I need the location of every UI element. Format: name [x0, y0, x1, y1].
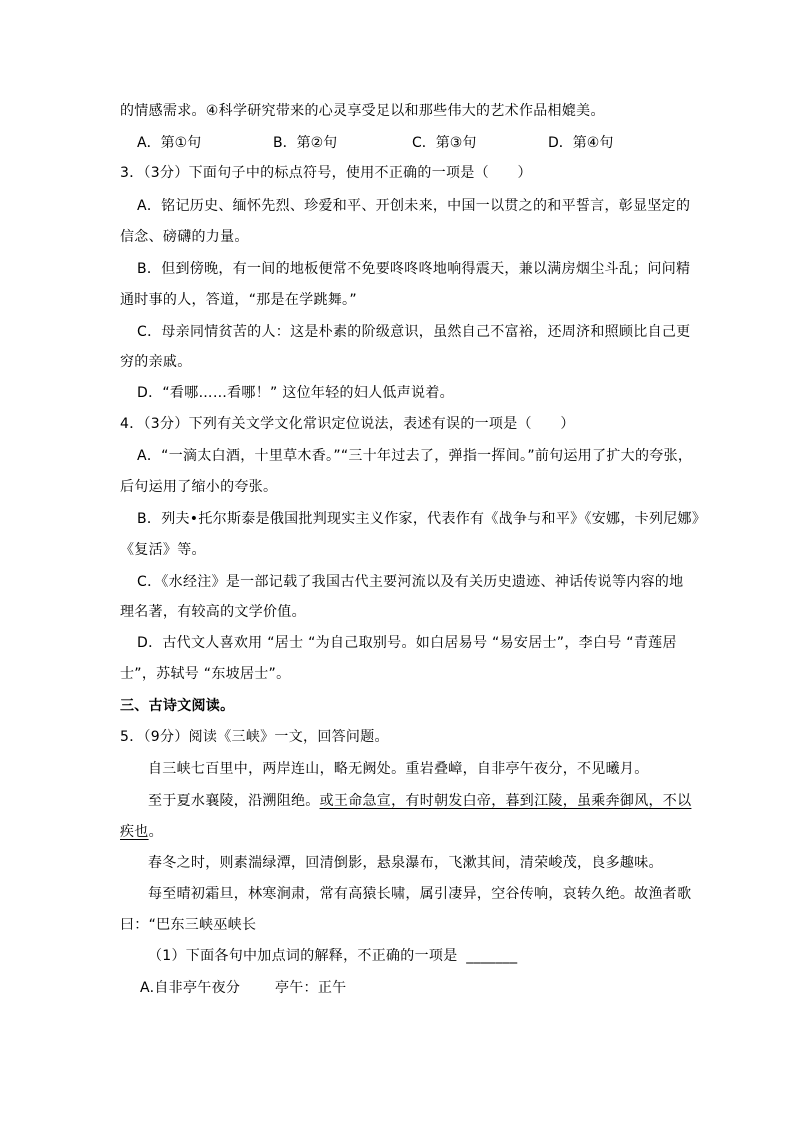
q3-option-b-line1: B．但到傍晚，有一间的地板便常不免要咚咚咚地响得震天，兼以满房烟尘斗乱；问问精: [137, 261, 691, 277]
q3-option-a-line1: A．铭记历史、缅怀先烈、珍爱和平、开创未来，中国一以贯之的和平誓言，彰显坚定的: [137, 198, 691, 214]
q3-stem: 3．（3分）下面句子中的标点符号，使用不正确的一项是（ ）: [120, 165, 532, 181]
passage-p2-period: 。: [148, 824, 163, 840]
sub-question-1-text: （1）下面各句中加点词的解释，不正确的一项是: [148, 948, 458, 964]
sub1-option-a: [140, 978, 346, 998]
q4-option-b-line1: B．列夫•托尔斯泰是俄国批判现实主义作家，代表作有《战争与和平》《安娜，卡列尼娜》: [137, 511, 707, 527]
passage-p2-underlined: 或王命急宣，有时朝发白帝，暮到江陵，虽乘奔御风，不以: [319, 793, 692, 809]
answer-blank[interactable]: _______: [466, 948, 518, 964]
q3-option-a-line2: 信念、磅礴的力量。: [120, 229, 249, 245]
section-3-title: 三、古诗文阅读。: [120, 698, 235, 714]
q4-option-b-line2: 《复活》等。: [120, 542, 206, 558]
sub1-option-a-gloss: 亭午：正午: [274, 980, 347, 996]
passage-p2-plain: 至于夏水襄陵，沿溯阻绝。: [148, 793, 320, 809]
q2-option-b: B．第②句: [273, 135, 338, 151]
q2-text-end: 的情感需求。④科学研究带来的心灵享受足以和那些伟大的艺术作品相媲美。: [120, 103, 605, 119]
q2-option-c: C．第③句: [412, 135, 477, 151]
passage-paragraph-2-line2: [120, 822, 163, 842]
q4-option-c-line2: 理名著，有较高的文学价值。: [120, 604, 306, 620]
q4-option-c-line1: C．《水经注》是一部记载了我国古代主要河流以及有关历史遗迹、神话传说等内容的地: [137, 574, 684, 590]
q3-option-c-line1: C．母亲同情贫苦的人：这是朴素的阶级意识，虽然自己不富裕，还周济和照顾比自己更: [137, 324, 691, 340]
q3-option-d: D．“看哪……看哪！” 这位年轻的妇人低声说着。: [137, 385, 454, 401]
sub1-option-a-phrase: A.自非亭午夜分: [140, 980, 241, 996]
passage-paragraph-4-line2: 曰：“巴东三峡巫峡长: [120, 917, 257, 933]
q4-option-d-line1: D．古代文人喜欢用 “居士 “为自己取别号。如白居易号 “易安居士”，李白号 “青莲居: [137, 635, 677, 651]
passage-paragraph-3: 春冬之时，则素湍绿潭，回清倒影，悬泉瀑布，飞漱其间，清荣峻茂，良多趣味。: [148, 855, 663, 871]
q4-option-d-line2: 士”，苏轼号 “东坡居士”。: [120, 666, 291, 682]
passage-paragraph-1: 自三峡七百里中，两岸连山，略无阙处。重岩叠嶂，自非亭午夜分，不见曦月。: [148, 761, 649, 777]
q3-option-b-line2: 通时事的人，答道，“那是在学跳舞。”: [120, 292, 357, 308]
q4-option-a-line1: A．“一滴太白酒，十里草木香。”“三十年过去了，弹指一挥间。”前句运用了扩大的夸张，: [137, 448, 693, 464]
q2-option-d: D．第④句: [548, 135, 614, 151]
q4-stem: 4．（3分）下列有关文学文化常识定位说法，表述有误的一项是（ ）: [120, 416, 575, 432]
passage-paragraph-2-line1: [148, 791, 691, 811]
q3-option-c-line2: 穷的亲戚。: [120, 354, 192, 370]
q4-option-a-line2: 后句运用了缩小的夸张。: [120, 479, 278, 495]
sub-question-1: [148, 946, 517, 966]
passage-paragraph-4-line1: 每至晴初霜旦，林寒涧肃，常有高猿长啸，属引凄异，空谷传响，哀转久绝。故渔者歌: [148, 886, 692, 902]
q2-option-a: A．第①句: [137, 135, 202, 151]
passage-p2-underlined-end: 疾也: [120, 824, 149, 840]
q5-stem: 5．（9分）阅读《三峡》一文，回答问题。: [120, 729, 389, 745]
